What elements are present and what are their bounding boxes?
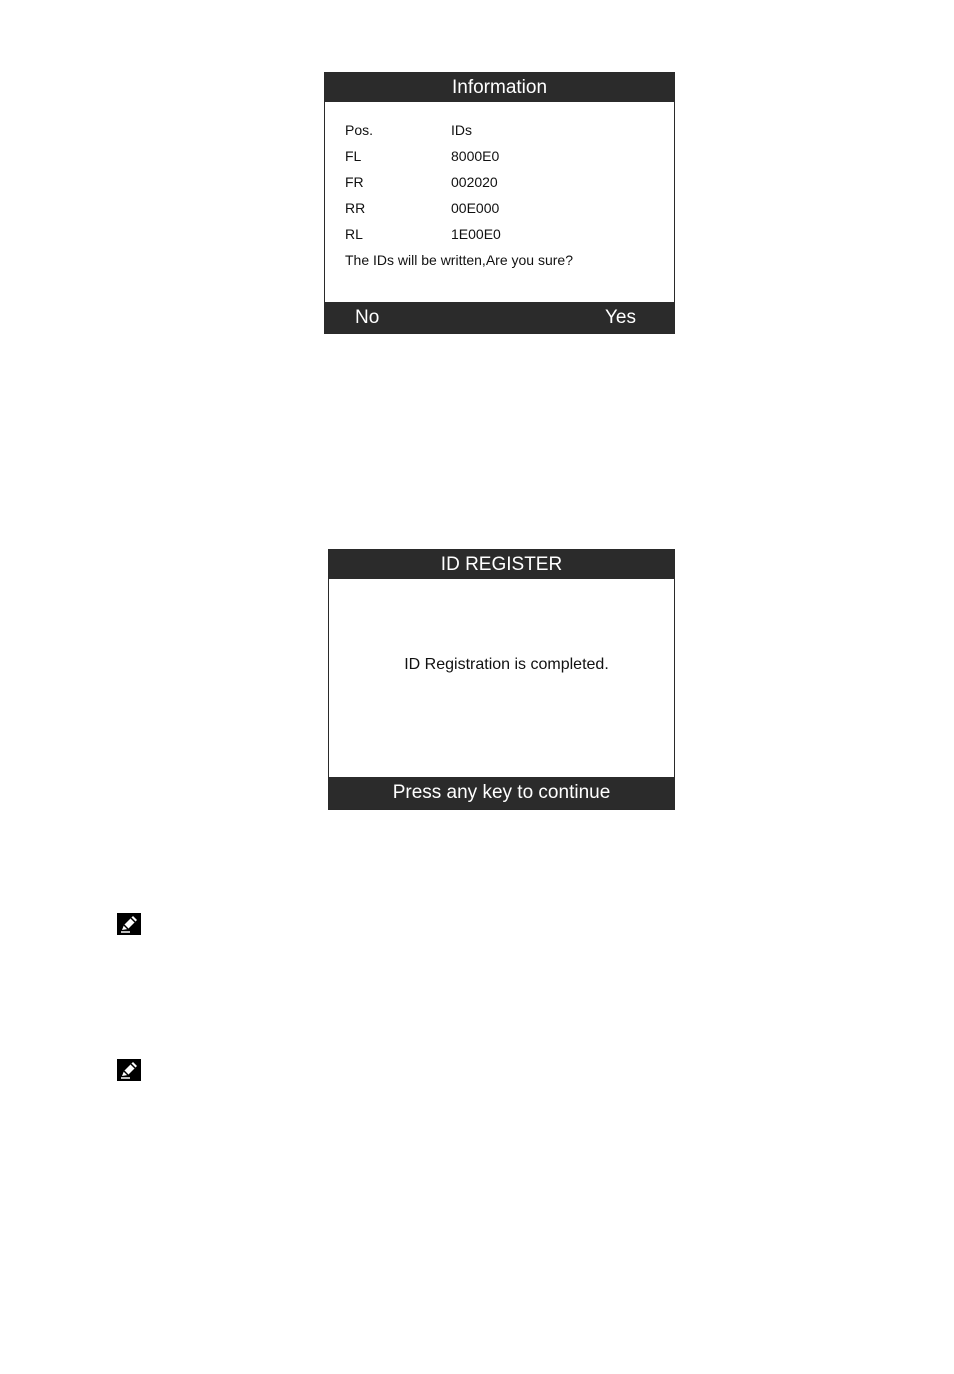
information-title: Information xyxy=(325,73,674,102)
table-row xyxy=(345,195,501,221)
id-table xyxy=(345,117,501,247)
id-register-dialog xyxy=(328,549,675,810)
position-cell: FR xyxy=(345,174,364,190)
ids-column-header: IDs xyxy=(451,122,472,138)
note-pencil-icon xyxy=(117,913,141,935)
id-register-title: ID REGISTER xyxy=(329,550,674,579)
table-row xyxy=(345,221,501,247)
pos-column-header: Pos. xyxy=(345,122,374,138)
id-table-header xyxy=(345,117,501,143)
table-row xyxy=(345,143,501,169)
confirm-message: The IDs will be written,Are you sure? xyxy=(345,252,573,268)
position-cell: RL xyxy=(345,226,363,242)
position-cell: RR xyxy=(345,200,366,216)
continue-prompt[interactable]: Press any key to continue xyxy=(329,777,674,809)
yes-button[interactable]: Yes xyxy=(605,307,636,328)
id-cell: 1E00E0 xyxy=(451,226,501,242)
registration-complete-message: ID Registration is completed. xyxy=(404,656,609,673)
information-softkey-bar xyxy=(325,302,674,333)
table-row xyxy=(345,169,501,195)
id-cell: 002020 xyxy=(451,174,498,190)
note-pencil-icon xyxy=(117,1059,141,1081)
id-cell: 8000E0 xyxy=(451,148,500,164)
position-cell: FL xyxy=(345,148,362,164)
no-button[interactable]: No xyxy=(355,307,380,328)
id-cell: 00E000 xyxy=(451,200,500,216)
information-dialog xyxy=(324,72,675,334)
